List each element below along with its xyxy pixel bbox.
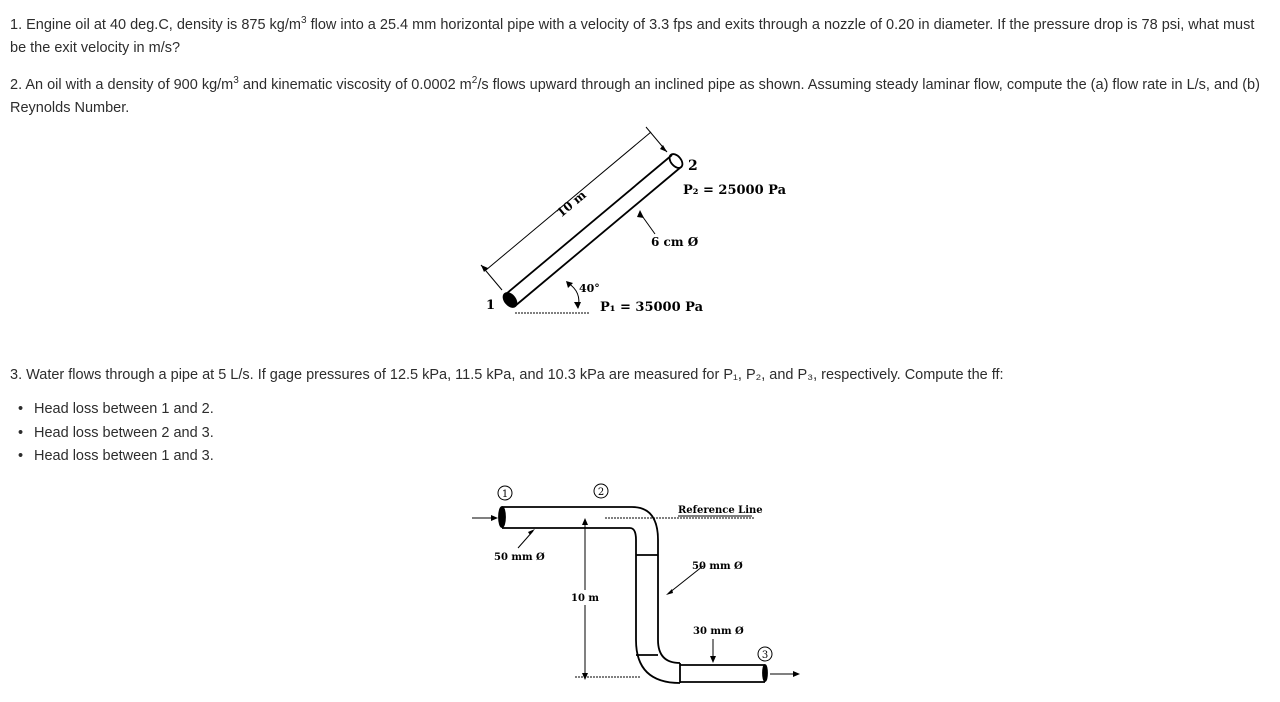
reference-line-label: Reference Line — [678, 505, 763, 516]
list-item: • Head loss between 1 and 3. — [18, 448, 214, 464]
point-2-label: 2 — [688, 158, 698, 174]
question-1: 1. Engine oil at 40 deg.C, density is 875 $kg/m^3$ flow into a 25.4 mm horizontal pipe with a velocity of 3.3 fps and exits through a nozzle of 0.20 in diameter. If the pressure drop is 78 psi, what must be the exit velocity in m/s? — [10, 15, 1255, 56]
point-1-marker: 1 — [501, 489, 509, 500]
question-3: 3. Water flows through a pipe at 5 L/s. If gage pressures of 12.5 kPa, 11.5 kPa, and 10.3 kPa are measured for P₁, P₂, and P₃, respectively. Compute the ff: — [10, 367, 1004, 383]
point-3-marker: 3 — [761, 650, 769, 661]
question-2: 2. An oil with a density of 900 $kg/m^3$ and kinematic viscosity of 0.0002 $m^2/s$ flows upward through an inclined pipe as shown. Assuming steady laminar flow, compute the (a) flow rate in L/s, and (b) Reynolds Number. — [10, 75, 1260, 116]
point-2-marker: 2 — [597, 487, 605, 498]
length-label: 10 m — [554, 187, 589, 221]
list-item: • Head loss between 2 and 3. — [18, 424, 214, 441]
diameter-3-label: 30 mm Ø — [693, 626, 744, 637]
angle-label: 40° — [579, 282, 600, 295]
p1-label: P₁ = 35000 Pa — [600, 300, 704, 315]
height-label: 10 m — [571, 593, 599, 604]
list-item: • Head loss between 1 and 2. — [18, 401, 214, 417]
diameter-1-label: 50 mm Ø — [494, 552, 545, 563]
p2-label: P₂ = 25000 Pa — [683, 183, 787, 198]
point-1-label: 1 — [486, 298, 496, 313]
diameter-2-label: 50 mm Ø — [692, 561, 743, 572]
diameter-label: 6 cm Ø — [651, 235, 699, 249]
